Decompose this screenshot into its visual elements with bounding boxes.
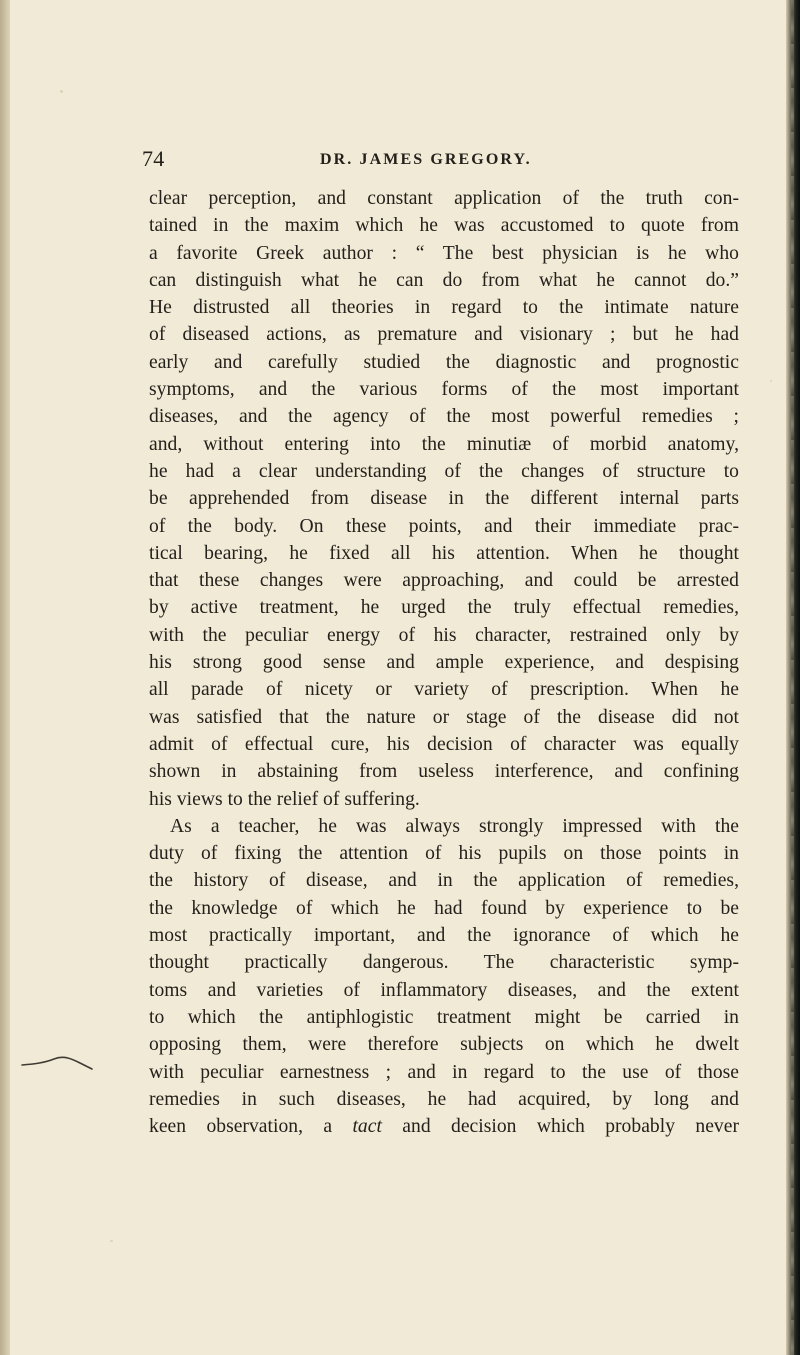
paper-speck [110, 1240, 113, 1242]
binding-texture [791, 0, 794, 1355]
page-number: 74 [142, 146, 165, 171]
text-line: of diseased actions, as premature and visionary ; but he had [149, 324, 739, 346]
final-line-end: and decision which probably never [381, 1116, 739, 1138]
text-line: that these changes were approaching, and could be arrested [149, 570, 739, 592]
text-line: all parade of nicety or variety of prescription. When he [149, 679, 739, 701]
text-line: with peculiar earnestness ; and in regard to the use of those [149, 1061, 739, 1083]
text-line: duty of fixing the attention of his pupils on those points in [149, 843, 739, 865]
paper-speck [770, 380, 772, 382]
text-line: of the body. On these points, and their immediate prac- [149, 515, 739, 537]
text-line: and, without entering into the minutiæ of morbid anatomy, [149, 433, 739, 455]
body-text [149, 185, 739, 1140]
text-line: be apprehended from disease in the different internal parts [149, 488, 739, 510]
text-line: symptoms, and the various forms of the most important [149, 379, 739, 401]
text-line: he had a clear understanding of the changes of structure to [149, 460, 739, 482]
final-line-start: keen observation, a [149, 1116, 353, 1138]
text-line: opposing them, were therefore subjects on which he dwelt [149, 1034, 739, 1056]
paragraph-end-line: his views to the relief of suffering. [149, 788, 420, 810]
text-line: He distrusted all theories in regard to the intimate nature [149, 297, 739, 319]
text-line: his strong good sense and ample experience, and despising [149, 652, 739, 674]
final-text-line [149, 1113, 739, 1140]
text-line: early and carefully studied the diagnostic and prognostic [149, 351, 739, 373]
paragraph-start-line: As a teacher, he was always strongly impressed with the [170, 815, 739, 837]
text-line: tained in the maxim which he was accustomed to quote from [149, 215, 739, 237]
margin-pencil-mark [20, 1053, 94, 1071]
text-line: diseases, and the agency of the most powerful remedies ; [149, 406, 739, 428]
text-line: a favorite Greek author : “ The best physician is he who [149, 242, 739, 264]
text-line: by active treatment, he urged the truly effectual remedies, [149, 597, 739, 619]
text-line: admit of effectual cure, his decision of character was equally [149, 733, 739, 755]
text-line: thought practically dangerous. The characteristic symp- [149, 952, 739, 974]
text-line: with the peculiar energy of his character, restrained only by [149, 624, 739, 646]
text-line: shown in abstaining from useless interference, and confining [149, 761, 739, 783]
text-line: remedies in such diseases, he had acquired, by long and [149, 1088, 739, 1110]
text-line: clear perception, and constant application of the truth con- [149, 188, 739, 209]
text-line: toms and varieties of inflammatory diseases, and the extent [149, 979, 739, 1001]
text-line: most practically important, and the ignorance of which he [149, 925, 739, 947]
text-line: tical bearing, he fixed all his attention. When he thought [149, 542, 739, 564]
page-left-edge [0, 0, 10, 1355]
italic-word: tact [352, 1116, 382, 1138]
paper-speck [60, 90, 63, 93]
text-line: the knowledge of which he had found by experience to be [149, 897, 739, 919]
text-line: the history of disease, and in the application of remedies, [149, 870, 739, 892]
text-line: can distinguish what he can do from what he cannot do.” [149, 269, 739, 291]
text-line: to which the antiphlogistic treatment might be carried in [149, 1006, 739, 1028]
running-head: DR. JAMES GREGORY. [320, 151, 532, 168]
text-line: was satisfied that the nature or stage of the disease did not [149, 706, 739, 728]
